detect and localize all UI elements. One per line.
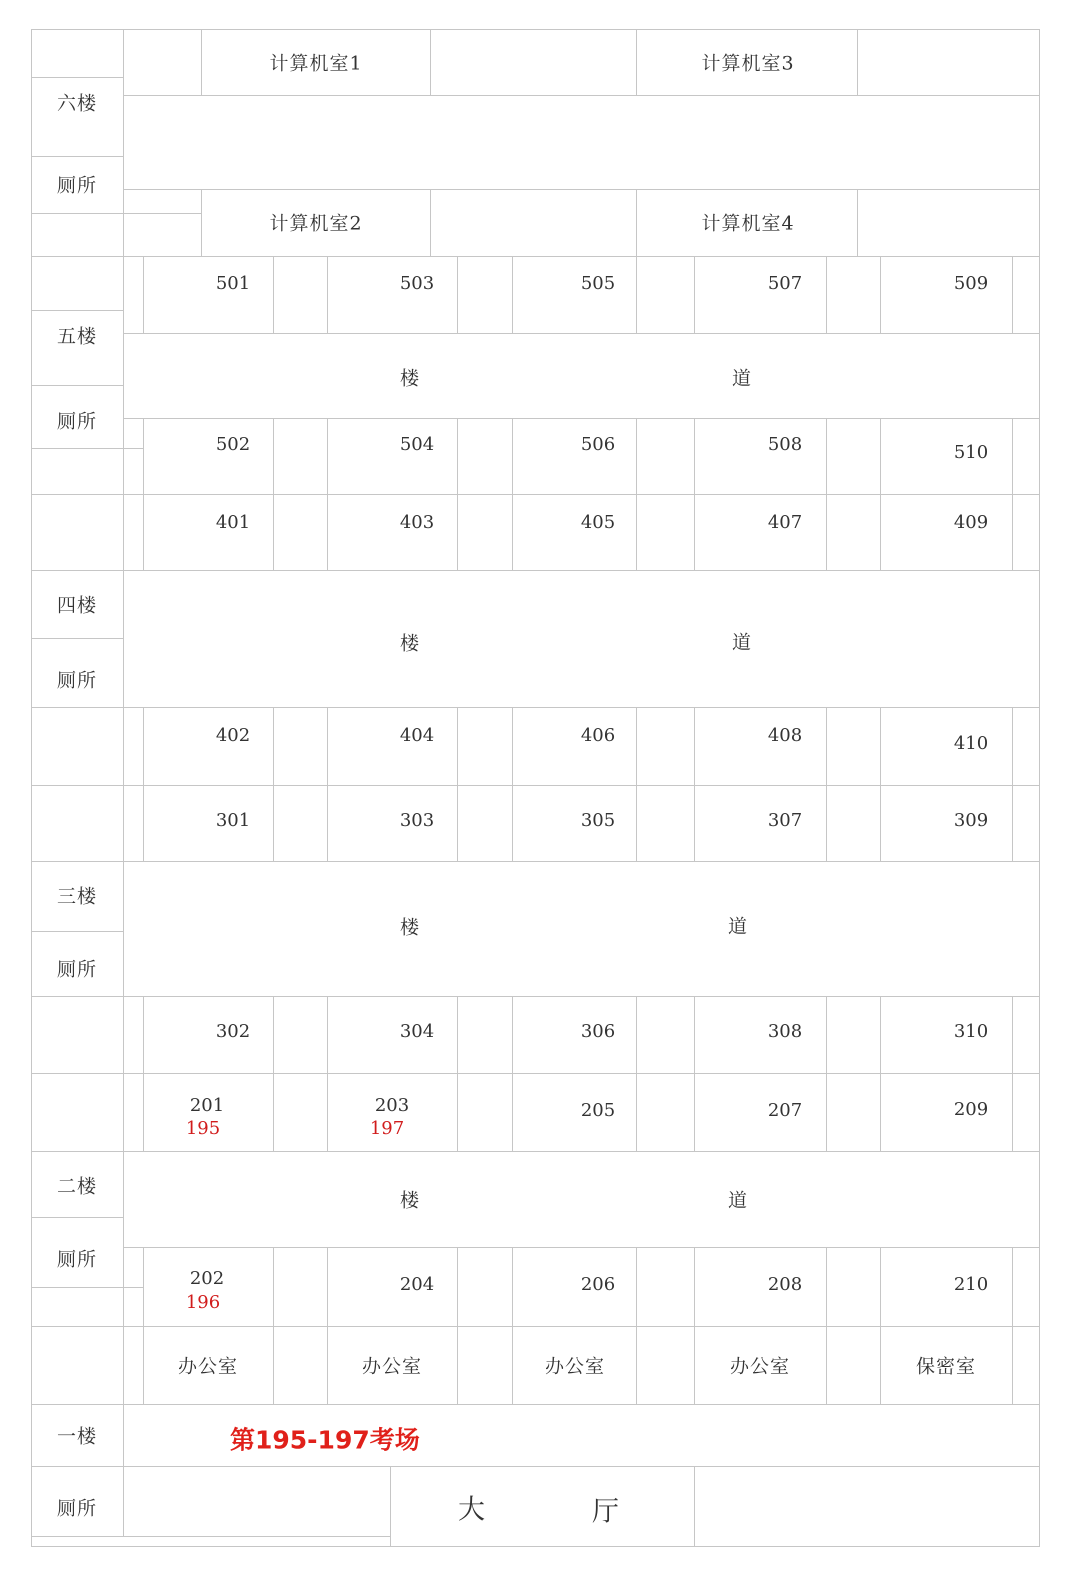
grid-line	[273, 494, 274, 570]
grid-line	[694, 1073, 695, 1151]
room-301: 301	[215, 810, 251, 831]
room-503: 503	[399, 273, 435, 294]
grid-line	[273, 1247, 274, 1326]
grid-line	[694, 1247, 695, 1326]
room-401: 401	[215, 512, 251, 533]
grid-line	[880, 418, 881, 494]
toilet-label-1: 厕所	[56, 1497, 98, 1520]
grid-line	[31, 494, 1040, 495]
room-office-1: 办公室	[177, 1355, 239, 1378]
room-507: 507	[767, 273, 803, 294]
grid-line	[143, 996, 144, 1073]
room-computer-4: 计算机室4	[701, 212, 795, 235]
room-computer-2: 计算机室2	[269, 212, 363, 235]
room-307: 307	[767, 810, 803, 831]
grid-line	[31, 570, 1040, 571]
grid-line	[430, 29, 431, 96]
grid-line	[1012, 494, 1013, 570]
room-407: 407	[767, 512, 803, 533]
grid-line	[1012, 785, 1013, 861]
grid-line	[636, 1247, 637, 1326]
grid-line	[457, 707, 458, 785]
grid-line	[857, 189, 858, 256]
grid-line	[457, 256, 458, 333]
exam-range-label: 第195-197考场	[230, 1425, 420, 1455]
grid-line	[694, 1466, 695, 1546]
floor-label-5: 五楼	[56, 325, 98, 348]
grid-line	[1012, 418, 1013, 494]
floor-label-1: 一楼	[56, 1425, 98, 1448]
hall-label-b: 厅	[592, 1496, 620, 1528]
grid-line	[143, 785, 144, 861]
room-309: 309	[953, 810, 989, 831]
grid-line	[327, 1073, 328, 1151]
grid-line	[143, 256, 144, 333]
grid-line	[694, 418, 695, 494]
room-computer-1: 计算机室1	[269, 52, 363, 75]
grid-line	[512, 1326, 513, 1404]
grid-line	[694, 494, 695, 570]
grid-line	[327, 1247, 328, 1326]
grid-line	[31, 29, 1040, 30]
grid-line	[31, 256, 1040, 257]
grid-line	[826, 256, 827, 333]
grid-line	[273, 707, 274, 785]
grid-line	[31, 448, 143, 449]
room-202: 202	[189, 1268, 225, 1289]
room-210: 210	[953, 1274, 989, 1295]
grid-line	[327, 785, 328, 861]
room-201: 201	[189, 1095, 225, 1116]
grid-line	[512, 1247, 513, 1326]
grid-line	[31, 1536, 390, 1537]
room-406: 406	[580, 725, 616, 746]
grid-line	[826, 1326, 827, 1404]
grid-line	[123, 1247, 1040, 1248]
grid-line	[636, 707, 637, 785]
grid-line	[826, 494, 827, 570]
room-310: 310	[953, 1021, 989, 1042]
grid-line	[143, 707, 144, 785]
grid-line	[826, 785, 827, 861]
room-office-3: 办公室	[544, 1355, 606, 1378]
grid-line	[826, 1073, 827, 1151]
grid-line	[826, 707, 827, 785]
grid-line	[31, 707, 1040, 708]
toilet-label-4: 厕所	[56, 669, 98, 692]
corridor-label-4a: 楼	[399, 632, 421, 655]
room-office-4: 办公室	[729, 1355, 791, 1378]
grid-line	[512, 707, 513, 785]
grid-line	[31, 638, 123, 639]
grid-line	[636, 785, 637, 861]
floor-label-3: 三楼	[56, 885, 98, 908]
grid-line	[694, 996, 695, 1073]
grid-line	[123, 95, 1040, 96]
room-505: 505	[580, 273, 616, 294]
room-306: 306	[580, 1021, 616, 1042]
grid-line	[512, 785, 513, 861]
toilet-label-3: 厕所	[56, 958, 98, 981]
corridor-label-2a: 楼	[399, 1189, 421, 1212]
grid-line	[512, 418, 513, 494]
grid-line	[457, 418, 458, 494]
room-501: 501	[215, 273, 251, 294]
room-502: 502	[215, 434, 251, 455]
grid-line	[31, 1466, 1040, 1467]
grid-line	[636, 256, 637, 333]
grid-line	[457, 996, 458, 1073]
grid-line	[457, 494, 458, 570]
grid-line	[31, 1217, 123, 1218]
grid-line	[636, 189, 637, 256]
grid-line	[512, 1073, 513, 1151]
grid-line	[636, 418, 637, 494]
floor-label-2: 二楼	[56, 1175, 98, 1198]
grid-line	[880, 1073, 881, 1151]
grid-line	[123, 189, 1040, 190]
room-509: 509	[953, 273, 989, 294]
corridor-label-5a: 楼	[399, 367, 421, 390]
grid-line	[694, 785, 695, 861]
grid-line	[273, 996, 274, 1073]
room-308: 308	[767, 1021, 803, 1042]
room-209: 209	[953, 1099, 989, 1120]
grid-line	[636, 1326, 637, 1404]
grid-line	[636, 996, 637, 1073]
room-410: 410	[953, 733, 989, 754]
exam-room-195: 195	[185, 1118, 221, 1139]
room-405: 405	[580, 512, 616, 533]
room-506: 506	[580, 434, 616, 455]
grid-line	[694, 256, 695, 333]
grid-line	[880, 256, 881, 333]
grid-line	[457, 1326, 458, 1404]
room-207: 207	[767, 1100, 803, 1121]
grid-line	[327, 256, 328, 333]
grid-line	[143, 418, 144, 494]
grid-line	[143, 1073, 144, 1151]
grid-line	[636, 1073, 637, 1151]
grid-line	[31, 861, 1040, 862]
grid-line	[143, 1326, 144, 1404]
grid-line	[457, 1247, 458, 1326]
grid-line	[1012, 1326, 1013, 1404]
room-409: 409	[953, 512, 989, 533]
corridor-label-3a: 楼	[399, 916, 421, 939]
grid-line	[273, 256, 274, 333]
grid-line	[694, 1326, 695, 1404]
room-office-2: 办公室	[361, 1355, 423, 1378]
grid-line	[512, 494, 513, 570]
room-403: 403	[399, 512, 435, 533]
grid-line	[1012, 996, 1013, 1073]
room-208: 208	[767, 1274, 803, 1295]
grid-line	[694, 707, 695, 785]
room-204: 204	[399, 1274, 435, 1295]
toilet-label-5: 厕所	[56, 410, 98, 433]
grid-line	[1012, 1073, 1013, 1151]
grid-line	[31, 156, 123, 157]
room-508: 508	[767, 434, 803, 455]
corridor-label-5b: 道	[731, 367, 753, 390]
grid-line	[1012, 1247, 1013, 1326]
grid-line	[880, 1326, 881, 1404]
grid-line	[273, 1073, 274, 1151]
room-confidential: 保密室	[915, 1355, 977, 1378]
room-303: 303	[399, 810, 435, 831]
grid-line	[327, 996, 328, 1073]
exam-room-197: 197	[369, 1118, 405, 1139]
grid-line	[390, 1466, 391, 1546]
grid-line	[273, 418, 274, 494]
grid-line	[31, 1287, 143, 1288]
grid-line	[1012, 707, 1013, 785]
grid-line	[512, 996, 513, 1073]
grid-line	[143, 1247, 144, 1326]
room-203: 203	[374, 1095, 410, 1116]
grid-line	[826, 418, 827, 494]
room-510: 510	[953, 442, 989, 463]
grid-line	[826, 1247, 827, 1326]
grid-line	[457, 785, 458, 861]
grid-line	[857, 29, 858, 96]
grid-line	[31, 1404, 1040, 1405]
grid-line	[31, 931, 123, 932]
grid-line	[31, 213, 201, 214]
grid-line	[31, 996, 1040, 997]
grid-line	[880, 707, 881, 785]
grid-line	[273, 785, 274, 861]
exam-room-196: 196	[185, 1292, 221, 1313]
grid-line	[31, 77, 123, 78]
grid-line	[327, 1326, 328, 1404]
grid-line	[201, 189, 202, 256]
grid-line	[123, 418, 1040, 419]
grid-line	[31, 785, 1040, 786]
room-205: 205	[580, 1100, 616, 1121]
corridor-label-3b: 道	[727, 915, 749, 938]
toilet-label-6: 厕所	[56, 174, 98, 197]
grid-line	[273, 1326, 274, 1404]
grid-line	[880, 1247, 881, 1326]
room-computer-3: 计算机室3	[701, 52, 795, 75]
hall-label-a: 大	[458, 1494, 486, 1526]
toilet-label-2: 厕所	[56, 1248, 98, 1271]
grid-line	[31, 385, 123, 386]
grid-line	[327, 494, 328, 570]
grid-line	[1012, 256, 1013, 333]
grid-line	[880, 996, 881, 1073]
grid-line	[430, 189, 431, 256]
grid-line	[31, 310, 123, 311]
room-302: 302	[215, 1021, 251, 1042]
grid-line	[636, 29, 637, 96]
grid-line	[143, 494, 144, 570]
grid-line	[880, 494, 881, 570]
grid-line	[512, 256, 513, 333]
grid-line	[327, 707, 328, 785]
room-408: 408	[767, 725, 803, 746]
floor-label-4: 四楼	[56, 594, 98, 617]
room-402: 402	[215, 725, 251, 746]
grid-line	[31, 1546, 1040, 1547]
grid-line	[826, 996, 827, 1073]
floor-label-6: 六楼	[56, 92, 98, 115]
room-305: 305	[580, 810, 616, 831]
grid-line	[31, 1151, 1040, 1152]
grid-line	[636, 494, 637, 570]
grid-line	[880, 785, 881, 861]
corridor-label-2b: 道	[727, 1189, 749, 1212]
room-206: 206	[580, 1274, 616, 1295]
grid-line	[201, 29, 202, 96]
grid-line	[123, 333, 1040, 334]
grid-line	[457, 1073, 458, 1151]
grid-line	[31, 1073, 1040, 1074]
corridor-label-4b: 道	[731, 631, 753, 654]
room-404: 404	[399, 725, 435, 746]
room-304: 304	[399, 1021, 435, 1042]
grid-line	[327, 418, 328, 494]
grid-line	[31, 1326, 1040, 1327]
room-504: 504	[399, 434, 435, 455]
